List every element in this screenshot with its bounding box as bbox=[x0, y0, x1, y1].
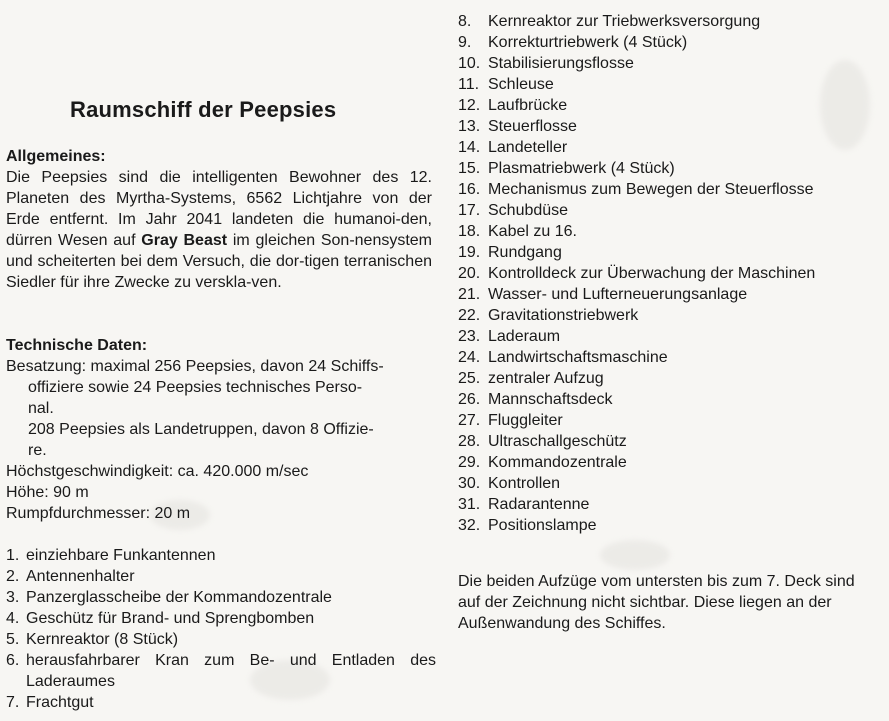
item-text: zentraler Aufzug bbox=[488, 370, 604, 387]
item-text: Frachtgut bbox=[26, 694, 94, 711]
item-number: 10. bbox=[458, 55, 481, 72]
item-text: Gravitationstriebwerk bbox=[488, 307, 639, 324]
item-text: Mannschaftsdeck bbox=[488, 391, 613, 408]
list-item bbox=[458, 221, 815, 242]
item-number: 29. bbox=[458, 454, 481, 471]
item-number: 32. bbox=[458, 517, 481, 534]
list-item bbox=[458, 32, 815, 53]
item-number: 6. bbox=[6, 652, 20, 669]
item-number: 24. bbox=[458, 349, 481, 366]
item-text: Panzerglasscheibe der Kommandozentrale bbox=[26, 589, 332, 606]
item-text: Schleuse bbox=[488, 76, 554, 93]
item-number: 7. bbox=[6, 694, 20, 711]
item-text: Fluggleiter bbox=[488, 412, 563, 429]
item-text: Geschütz für Brand- und Sprengbomben bbox=[26, 610, 315, 627]
max-speed: Höchstgeschwindigkeit: ca. 420.000 m/sec bbox=[6, 463, 309, 480]
item-text: Radarantenne bbox=[488, 496, 590, 513]
list-item bbox=[458, 515, 815, 536]
ship-name-bold: Gray Beast bbox=[141, 232, 228, 249]
item-number: 15. bbox=[458, 160, 481, 177]
elevator-note: Die beiden Aufzüge vom untersten bis zum 7. Deck sind auf der Zeichnung nicht sichtbar. Diese liegen an der Außenwandung des Schiffes. bbox=[458, 573, 855, 632]
crew-line-3: nal. bbox=[28, 400, 54, 417]
list-item bbox=[458, 263, 815, 284]
item-text: Kommandozentrale bbox=[488, 454, 627, 471]
item-number: 25. bbox=[458, 370, 481, 387]
item-number: 8. bbox=[458, 13, 472, 30]
list-item bbox=[458, 452, 815, 473]
list-item bbox=[458, 368, 815, 389]
list-item bbox=[6, 587, 436, 608]
item-number: 13. bbox=[458, 118, 481, 135]
paper-stain bbox=[600, 540, 670, 570]
hull-diameter: Rumpfdurchmesser: 20 m bbox=[6, 505, 191, 522]
technical-heading: Technische Daten: bbox=[6, 337, 148, 354]
list-item bbox=[458, 473, 815, 494]
list-item bbox=[458, 179, 815, 200]
item-text: Steuerflosse bbox=[488, 118, 577, 135]
item-number: 12. bbox=[458, 97, 481, 114]
item-text: herausfahrbarer Kran zum Be- und Entladen des Laderaumes bbox=[26, 652, 436, 690]
list-item bbox=[458, 326, 815, 347]
item-number: 5. bbox=[6, 631, 20, 648]
list-item bbox=[6, 692, 436, 713]
list-item bbox=[458, 53, 815, 74]
general-text-part1: Die Peepsies sind die intelligenten Bewohner des 12. Planeten des Myrtha-Systems, 6562 Lichtjahre von der Erde entfernt. Im Jahr 2041 landeten die humanoi-den, dürren Wesen auf bbox=[6, 169, 432, 249]
item-text: Landeteller bbox=[488, 139, 568, 156]
list-item bbox=[458, 431, 815, 452]
item-text: Stabilisierungsflosse bbox=[488, 55, 634, 72]
item-number: 23. bbox=[458, 328, 481, 345]
item-text: Positionslampe bbox=[488, 517, 597, 534]
item-number: 28. bbox=[458, 433, 481, 450]
crew-line-2: offiziere sowie 24 Peepsies technisches Perso- bbox=[28, 379, 363, 396]
item-number: 18. bbox=[458, 223, 481, 240]
list-item bbox=[458, 95, 815, 116]
general-text-part2: im gleichen Son-nensystem und scheiterten bei dem Versuch, die dor-tigen terranischen Siedler für ihre Zwecke zu verskla-ven. bbox=[6, 232, 433, 291]
item-number: 30. bbox=[458, 475, 481, 492]
item-text: Landwirtschaftsmaschine bbox=[488, 349, 668, 366]
list-item bbox=[6, 608, 436, 629]
item-text: Schubdüse bbox=[488, 202, 569, 219]
item-number: 26. bbox=[458, 391, 481, 408]
item-text: Antennenhalter bbox=[26, 568, 135, 585]
parts-list-left bbox=[6, 545, 436, 713]
crew-line-4: 208 Peepsies als Landetruppen, davon 8 Offizie- bbox=[28, 421, 374, 438]
item-number: 27. bbox=[458, 412, 481, 429]
item-number: 16. bbox=[458, 181, 481, 198]
page-title: Raumschiff der Peepsies bbox=[70, 97, 337, 122]
item-number: 19. bbox=[458, 244, 481, 261]
item-number: 20. bbox=[458, 265, 481, 282]
list-item bbox=[6, 545, 436, 566]
list-item bbox=[458, 494, 815, 515]
item-number: 3. bbox=[6, 589, 20, 606]
list-item bbox=[458, 284, 815, 305]
item-number: 17. bbox=[458, 202, 481, 219]
item-text: Laufbrücke bbox=[488, 97, 568, 114]
ship-height: Höhe: 90 m bbox=[6, 484, 89, 501]
item-text: Plasmatriebwerk (4 Stück) bbox=[488, 160, 675, 177]
item-text: Korrekturtriebwerk (4 Stück) bbox=[488, 34, 688, 51]
list-item bbox=[6, 566, 436, 587]
list-item bbox=[6, 629, 436, 650]
item-number: 2. bbox=[6, 568, 20, 585]
list-item bbox=[458, 200, 815, 221]
list-item bbox=[458, 305, 815, 326]
item-number: 31. bbox=[458, 496, 481, 513]
list-item bbox=[6, 650, 436, 692]
item-number: 14. bbox=[458, 139, 481, 156]
list-item bbox=[458, 74, 815, 95]
item-text: Mechanismus zum Bewegen der Steuerflosse bbox=[488, 181, 814, 198]
item-number: 22. bbox=[458, 307, 481, 324]
list-item bbox=[458, 11, 815, 32]
item-number: 9. bbox=[458, 34, 472, 51]
parts-list-right bbox=[458, 11, 815, 536]
item-number: 1. bbox=[6, 547, 20, 564]
paper-stain bbox=[820, 60, 870, 150]
item-text: Kontrolldeck zur Überwachung der Maschinen bbox=[488, 265, 816, 282]
crew-line-1: Besatzung: maximal 256 Peepsies, davon 24 Schiffs- bbox=[6, 358, 384, 375]
list-item bbox=[458, 242, 815, 263]
item-text: Kernreaktor (8 Stück) bbox=[26, 631, 179, 648]
list-item bbox=[458, 158, 815, 179]
crew-line-5: re. bbox=[28, 442, 47, 459]
list-item bbox=[458, 389, 815, 410]
item-text: Kernreaktor zur Triebwerksversorgung bbox=[488, 13, 761, 30]
item-number: 21. bbox=[458, 286, 481, 303]
list-item bbox=[458, 137, 815, 158]
item-number: 4. bbox=[6, 610, 20, 627]
item-number: 11. bbox=[458, 76, 480, 93]
list-item bbox=[458, 347, 815, 368]
item-text: einziehbare Funkantennen bbox=[26, 547, 216, 564]
item-text: Wasser- und Lufterneuerungsanlage bbox=[488, 286, 748, 303]
list-item bbox=[458, 116, 815, 137]
list-item bbox=[458, 410, 815, 431]
item-text: Ultraschallgeschütz bbox=[488, 433, 627, 450]
item-text: Rundgang bbox=[488, 244, 562, 261]
item-text: Kontrollen bbox=[488, 475, 561, 492]
item-text: Laderaum bbox=[488, 328, 561, 345]
item-text: Kabel zu 16. bbox=[488, 223, 577, 240]
general-heading: Allgemeines: bbox=[6, 148, 106, 165]
general-paragraph bbox=[6, 167, 432, 293]
